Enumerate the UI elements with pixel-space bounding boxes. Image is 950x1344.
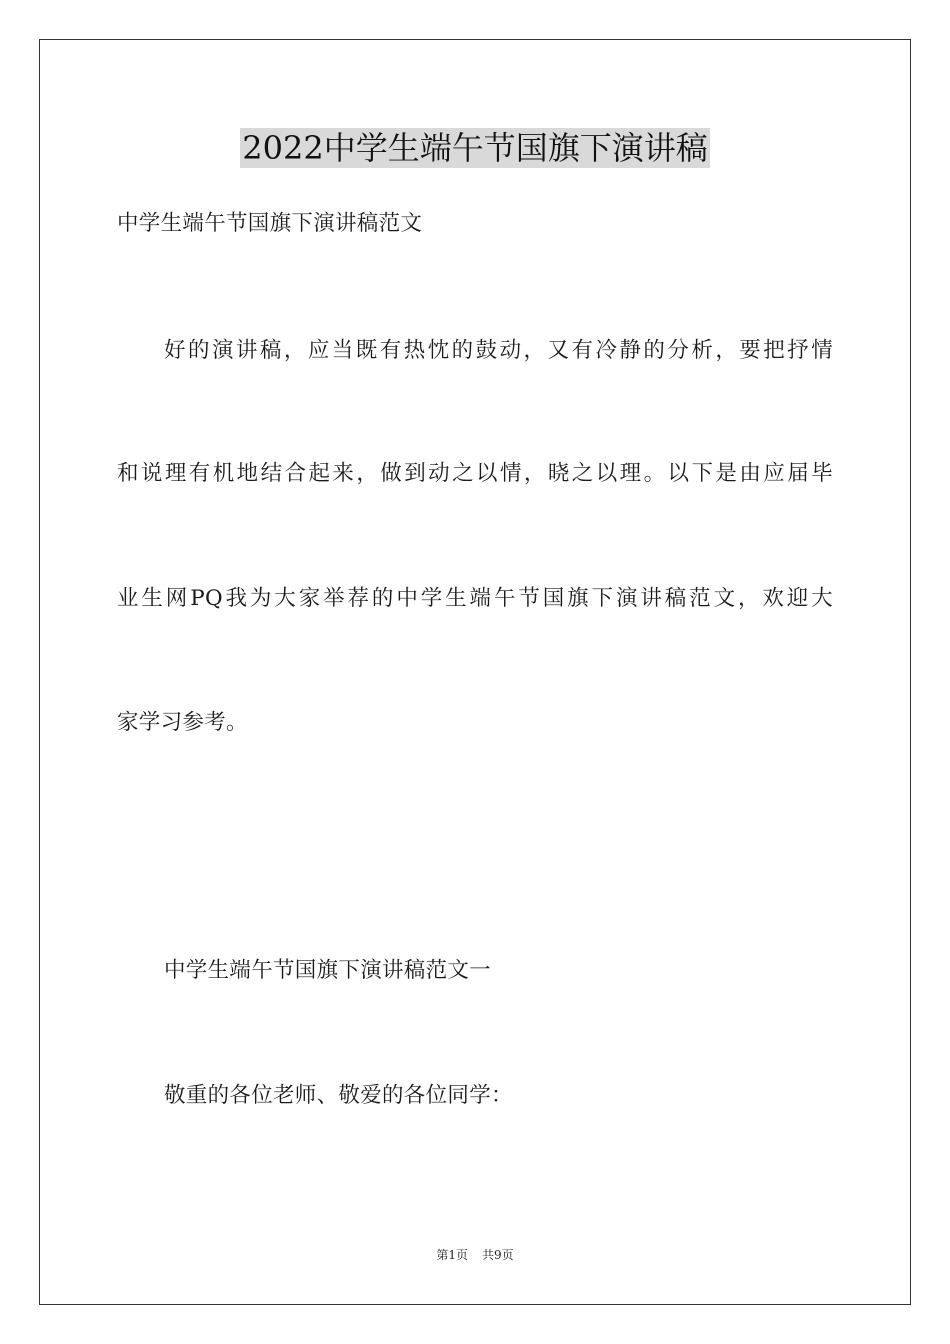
intro-line-4: 家学习参考。 <box>117 710 248 735</box>
intro-line-1: 好的演讲稿，应当既有热忱的鼓动，又有冷静的分析，要把抒情 <box>164 338 833 363</box>
salutation: 敬重的各位老师、敬爱的各位同学： <box>164 1083 513 1108</box>
page-total: 共9页 <box>482 1248 514 1262</box>
page-number: 第1页 <box>436 1248 468 1262</box>
section-heading: 中学生端午节国旗下演讲稿范文一 <box>164 958 492 983</box>
document-title: 2022中学生端午节国旗下演讲稿 <box>242 129 708 167</box>
intro-line-3: 业生网PQ我为大家举荐的中学生端午节国旗下演讲稿范文，欢迎大 <box>117 586 833 611</box>
title-container <box>0 128 950 168</box>
document-subtitle: 中学生端午节国旗下演讲稿范文 <box>117 211 423 236</box>
intro-line-2: 和说理有机地结合起来，做到动之以情，晓之以理。以下是由应届毕 <box>117 461 833 486</box>
page-footer <box>0 1247 950 1263</box>
